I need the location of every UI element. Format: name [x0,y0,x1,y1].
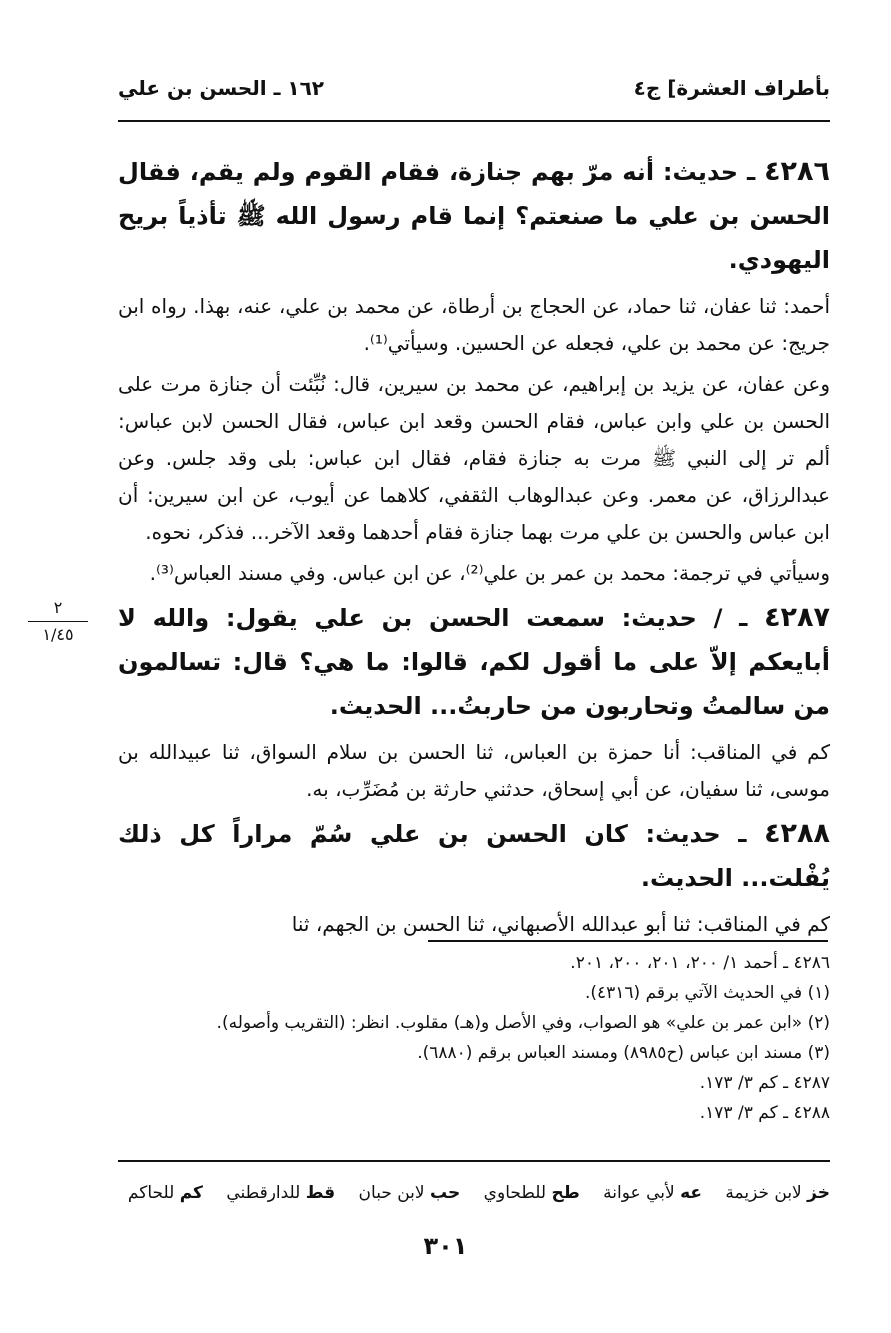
footnote-line: (٢) «ابن عمر بن علي» هو الصواب، وفي الأصل و(هـ) مقلوب. انظر: (التقريب وأصوله). [216,1013,830,1033]
abbreviation-label: للحاكم [127,1183,175,1203]
hadith-number: ٤٢٨٨ [764,818,830,849]
abbreviation-item [725,1183,830,1203]
abbreviation-code: طح [551,1183,580,1203]
hadith-paragraph: كم في المناقب: أنا حمزة بن العباس، ثنا الحسن بن سلام السواق، ثنا عبيدالله بن موسى، ثنا سفيان، عن أبي إسحاق، حدثني حارثة بن مُضَرِّب، به. [118,740,830,801]
abbreviation-item [484,1183,580,1203]
footnote-line: (١) في الحديث الآتي برقم (٤٣١٦). [584,983,830,1003]
footnote-line: (٣) مسند ابن عباس (ح٨٩٨٥) ومسند العباس برقم (٦٨٨٠). [417,1043,830,1063]
margin-note-line [28,621,88,622]
hadith-heading [118,596,830,728]
header-divider [118,120,830,122]
hadith-number: ٤٢٨٧ [764,602,830,633]
footnote-line: ٤٢٨٦ ـ أحمد ١/ ٢٠٠، ٢٠١، ٢٠٠، ٢٠١. [570,953,830,973]
page-number: ٣٠١ [423,1232,468,1260]
hadith-title-text: ـ حديث: أنه مرّ بهم جنازة، فقام القوم ولم يقم، فقال الحسن بن علي ما صنعتم؟ إنما قام رسول الله ﷺ تأذياً بريح اليهودي. [118,158,830,274]
hadith-number: ٤٢٨٦ [764,156,830,187]
hadith-heading [118,812,830,900]
main-text [118,150,830,947]
footnote-divider [428,940,828,942]
hadith-block [118,150,830,592]
header-section-title: ١٦٢ ـ الحسن بن علي [118,76,325,100]
abbreviation-code: قط [305,1183,336,1203]
hadith-paragraph: أحمد: ثنا عفان، ثنا حماد، عن الحجاج بن أرطاة، عن محمد بن علي، عنه، بهذا. رواه ابن جريج: عن محمد بن علي، فجعله عن الحسين. وسيأتي⁽¹⁾. [118,294,830,355]
margin-note-top: ٢ [53,598,63,617]
hadith-block [118,596,830,808]
abbreviation-item [128,1183,203,1203]
footnotes [118,948,830,1128]
hadith-paragraph: كم في المناقب: ثنا أبو عبدالله الأصبهاني، ثنا الحسن بن الجهم، ثنا [291,912,830,936]
hadith-title-text: ـ حديث: كان الحسن بن علي سُمّ مراراً كل ذلك يُفْلت... الحديث. [118,820,830,892]
hadith-heading [118,150,830,282]
abbreviation-code: حب [430,1183,461,1203]
abbreviation-label: للطحاوي [483,1183,547,1203]
abbreviation-label: لابن خزيمة [725,1183,802,1203]
abbreviation-code: عه [680,1183,703,1203]
abbreviation-label: لأبي عوانة [603,1183,675,1203]
abbreviation-item [603,1183,702,1203]
abbreviation-item [226,1183,335,1203]
abbreviation-code: كم [179,1183,203,1203]
margin-note-bottom: ١/٤٥ [42,625,74,644]
hadith-block [118,812,830,943]
abbreviation-code: خز [807,1183,830,1203]
hadith-paragraph: وعن عفان، عن يزيد بن إبراهيم، عن محمد بن سيرين، قال: نُبِّئت أن جنازة مرت على الحسن بن علي وابن عباس، فقام الحسن وقعد ابن عباس، فقال الحسن لابن عباس: ألم تر إلى النبي ﷺ مرت به جنازة فقام، فقال ابن عباس: بلى وقد جلس. وعن عبدالرزاق، عن معمر. وعن عبدالوهاب الثقفي، كلاهما عن أيوب، عن ابن سيرين: أن ابن عباس والحسن بن علي مرت بهما جنازة فقام أحدهما وقعد الآخر... فذكر، نحوه. [118,372,830,544]
abbreviation-label: لابن حبان [358,1183,425,1203]
running-header [118,70,830,116]
header-book-title: بأطراف العشرة] ج٤ [633,76,830,100]
abbreviation-key [118,1178,830,1208]
footnote-line: ٤٢٨٧ ـ كم ٣/ ١٧٣. [699,1073,830,1093]
hadith-paragraph: وسيأتي في ترجمة: محمد بن عمر بن علي⁽²⁾، عن ابن عباس. وفي مسند العباس⁽³⁾. [149,561,830,585]
abbreviation-item [359,1183,461,1203]
abbreviation-divider [118,1160,830,1162]
footnote-line: ٤٢٨٨ ـ كم ٣/ ١٧٣. [699,1103,830,1123]
hadith-title-text: ـ / حديث: سمعت الحسن بن علي يقول: والله لا أبايعكم إلاّ على ما أقول لكم، قالوا: ما هي؟ قال: تسالمون من سالمتُ وتحاربون من حاربتُ... الحديث. [118,604,830,720]
margin-folio-note [28,598,88,645]
abbreviation-label: للدارقطني [226,1183,301,1203]
